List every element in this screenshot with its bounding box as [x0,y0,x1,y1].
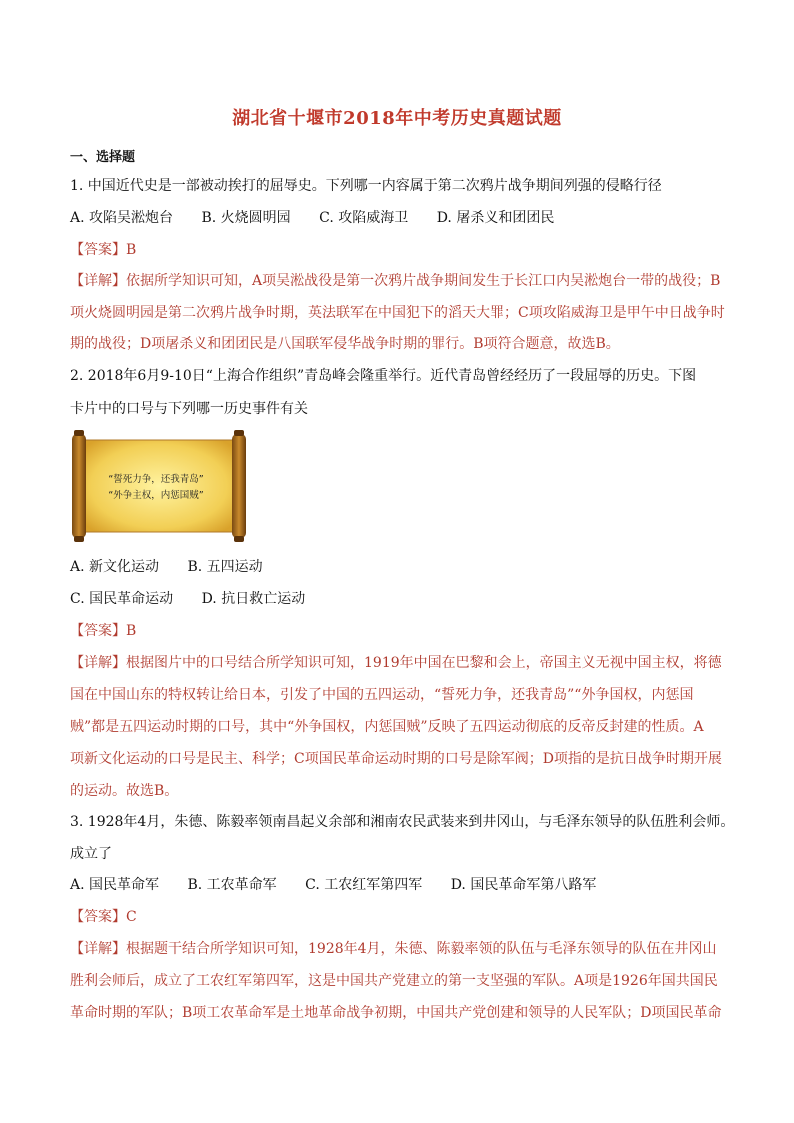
q2-option-a: A. 新文化运动 [70,559,160,575]
q1-stem: 1. 中国近代史是一部被动挨打的屈辱史。下列哪一内容属于第二次鸦片战争期间列强的侵略行径 [70,178,662,194]
q2-option-b: B. 五四运动 [187,559,263,575]
q3-stem-line: 成立了 [70,846,112,862]
q1-detail-line: 期的战役；D项屠杀义和团团民是八国联军侵华战争时期的罪行。B项符合题意，故选B。 [70,336,620,352]
q3-option-d: D. 国民革命军第八路军 [450,877,597,893]
q1-detail-line: 项火烧圆明园是第二次鸦片战争时期，英法联军在中国犯下的滔天大罪；C项攻陷威海卫是甲午中日战争时 [70,305,725,321]
q2-stem-line: 卡片中的口号与下列哪一历史事件有关 [70,401,308,417]
q2-detail-line: 国在中国山东的特权转让给日本，引发了中国的五四运动，“誓死力争，还我青岛”“外争国权，内惩国 [70,687,694,703]
scroll-slogan-2: “外争主权，内惩国贼” [108,490,204,501]
q2-option-d: D. 抗日救亡运动 [201,591,306,607]
q3-option-b: B. 工农革命军 [187,877,277,893]
q3-option-c: C. 工农红军第四军 [305,877,423,893]
q3-detail-line: 革命时期的军队；B项工农革命军是土地革命战争初期，中国共产党创建和领导的人民军队；D项国民革命 [70,1005,722,1021]
q2-option-c: C. 国民革命运动 [70,591,174,607]
q2-options-row2 [70,590,726,608]
q3-answer: 【答案】C [70,909,137,925]
q2-detail-line: 的运动。故选B。 [70,783,179,799]
q3-option-a: A. 国民革命军 [70,877,160,893]
q1-option-c: C. 攻陷威海卫 [319,210,409,226]
q2-options-row1 [70,558,726,576]
q1-detail-line: 【详解】依据所学知识可知，A项吴淞战役是第一次鸦片战争期间发生于长江口内吴淞炮台一带的战役；B [70,273,721,289]
q2-answer: 【答案】B [70,623,137,639]
q2-detail-line: 贼”都是五四运动时期的口号，其中“外争国权，内惩国贼”反映了五四运动彻底的反帝反封建的性质。A [70,719,704,735]
page-title: 湖北省十堰市2018年中考历史真题试题 [232,108,562,129]
scroll-image [70,430,248,542]
q1-options [70,209,726,227]
scroll-slogan-1: “誓死力争，还我青岛” [108,474,204,485]
section-heading: 一、选择题 [70,150,136,165]
q3-stem-line: 3. 1928年4月，朱德、陈毅率领南昌起义余部和湘南农民武装来到井冈山，与毛泽东领导的队伍胜利会师。 [70,814,735,830]
q2-stem-line: 2. 2018年6月9-10日“上海合作组织”青岛峰会隆重举行。近代青岛曾经经历了一段屈辱的历史。下图 [70,368,697,384]
q1-answer: 【答案】B [70,242,137,258]
q3-options [70,876,726,894]
q2-detail-line: 【详解】根据图片中的口号结合所学知识可知，1919年中国在巴黎和会上，帝国主义无视中国主权，将德 [70,655,722,671]
q2-detail-line: 项新文化运动的口号是民主、科学；C项国民革命运动时期的口号是除军阀；D项指的是抗日战争时期开展 [70,751,722,767]
q1-option-a: A. 攻陷吴淞炮台 [70,210,174,226]
q3-detail-line: 【详解】根据题干结合所学知识可知，1928年4月，朱德、陈毅率领的队伍与毛泽东领导的队伍在井冈山 [70,941,717,957]
q1-option-b: B. 火烧圆明园 [201,210,291,226]
q1-option-d: D. 屠杀义和团团民 [436,210,555,226]
q3-detail-line: 胜利会师后，成立了工农红军第四军，这是中国共产党建立的第一支坚强的军队。A项是1926年国共国民 [70,973,718,989]
